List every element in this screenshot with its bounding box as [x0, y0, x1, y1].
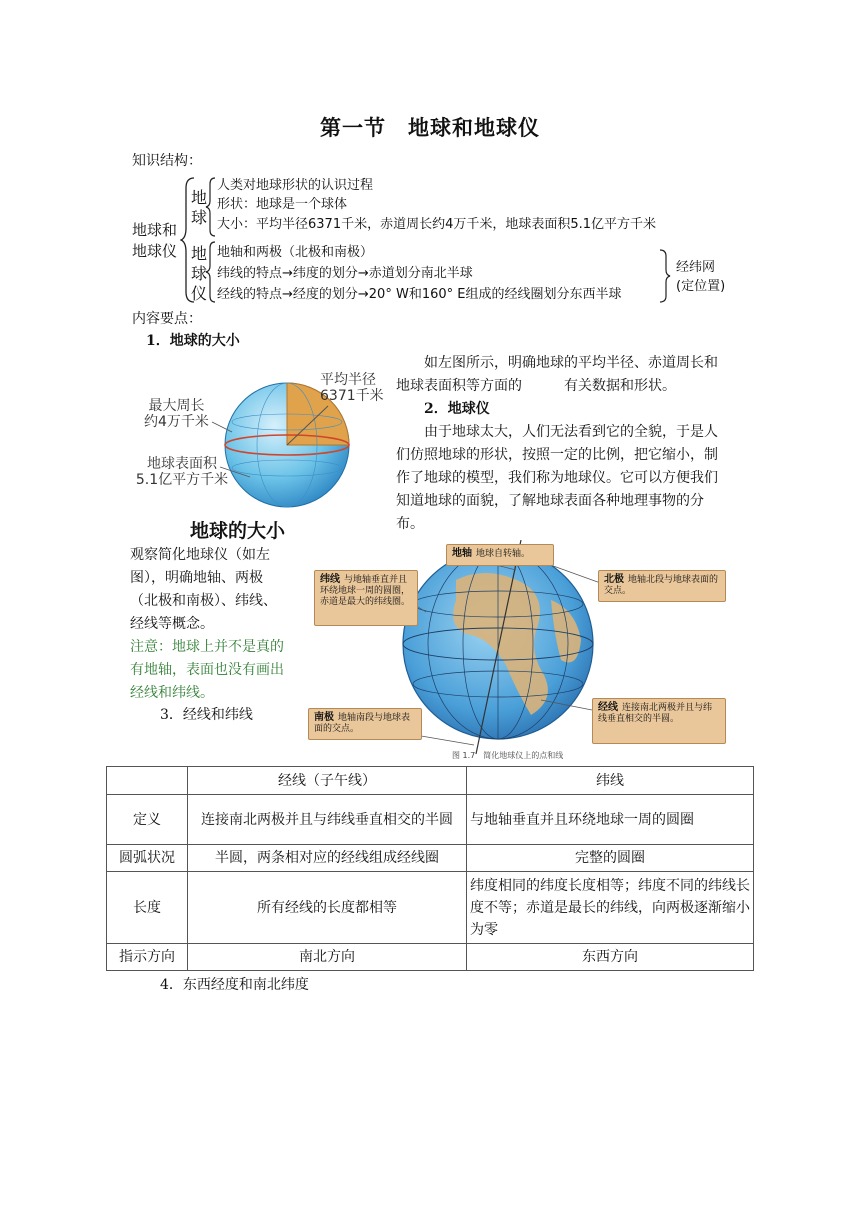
table-cell: 半圆，两条相对应的经线组成经线圈	[188, 845, 467, 872]
table-cell: 与地轴垂直并且环绕地球一周的圆圈	[467, 795, 754, 845]
section2-heading: 2．地球仪	[424, 401, 490, 417]
branch1-item: 大小：平均半径6371千米，赤道周长约4万千米，地球表面积5.1亿平方千米	[217, 217, 657, 232]
earth-size-figure	[130, 362, 390, 546]
latitude-callout: 纬线 与地轴垂直并且环绕地球一周的圆圈，赤道是最大的纬线圈。	[314, 570, 418, 626]
title-section-number: 第一节	[320, 115, 386, 140]
table-header: 纬线	[467, 767, 754, 795]
figure2-caption: 图 1.7 简化地球仪上的点和线	[452, 751, 564, 760]
table-cell: 东西方向	[467, 944, 754, 971]
structure-label: 知识结构：	[132, 153, 202, 169]
table-row	[107, 795, 754, 845]
table-cell: 南北方向	[188, 944, 467, 971]
area-label: 地球表面积 5.1亿平方千米	[135, 456, 229, 488]
table-cell: 长度	[107, 872, 188, 944]
south-pole-callout: 南极 地轴南段与地球表面的交点。	[308, 708, 422, 740]
page-title	[0, 112, 860, 142]
title-text: 地球和地球仪	[408, 115, 540, 140]
north-pole-callout: 北极 地轴北段与地球表面的交点。	[598, 570, 726, 602]
observe-text: 观察简化地球仪（如左图），明确地轴、两极（北极和南极）、纬线、经线等概念。	[130, 547, 277, 632]
branch2-item: 地轴和两极（北极和南极）	[217, 245, 374, 260]
table-row	[107, 845, 754, 872]
key-points-label: 内容要点：	[132, 311, 202, 327]
branch2-brace	[205, 240, 217, 304]
side-brace	[658, 248, 672, 304]
table-cell: 指示方向	[107, 944, 188, 971]
table-cell: 连接南北两极并且与纬线垂直相交的半圆	[188, 795, 467, 845]
table-row	[107, 872, 754, 944]
circumference-label: 最大周长 约4万千米	[144, 398, 209, 430]
radius-label: 平均半径 6371千米	[320, 372, 384, 404]
section4-heading: 4．东西经度和南北纬度	[160, 977, 309, 993]
table-header: 经线（子午线）	[188, 767, 467, 795]
section1-heading: 1．地球的大小	[146, 333, 240, 349]
table-cell: 定义	[107, 795, 188, 845]
branch1-item: 形状：地球是一个球体	[217, 197, 348, 212]
branch1-item: 人类对地球形状的认识过程	[217, 178, 374, 193]
branch2-label: 地 球 仪	[190, 244, 207, 303]
table-header	[107, 767, 188, 795]
branch2-item: 经线的特点→经度的划分→20° W和160° E组成的经线圈划分东西半球	[217, 287, 622, 302]
branch2-item: 纬线的特点→纬度的划分→赤道划分南北半球	[217, 266, 473, 281]
axis-callout: 地轴 地球自转轴。	[446, 544, 554, 566]
comparison-table	[106, 766, 754, 971]
section3-heading: 3．经线和纬线	[160, 707, 253, 723]
section1-paragraph: 如左图所示，明确地球的平均半径、赤道周长和地球表面积等方面的 有关数据和形状。	[396, 355, 718, 394]
note-text: 注意：地球上并不是真的有地轴，表面也没有画出经线和纬线。	[130, 639, 284, 701]
side-note: 经纬网 (定位置)	[676, 260, 726, 294]
branch1-label: 地 球	[190, 188, 207, 227]
structure-root: 地球和地球仪	[132, 221, 178, 260]
table-cell: 圆弧状况	[107, 845, 188, 872]
table-cell: 纬度相同的纬度长度相等；纬度不同的纬线长度不等；赤道是最长的纬线，向两极逐渐缩小为零	[467, 872, 754, 944]
table-row	[107, 944, 754, 971]
table-cell: 所有经线的长度都相等	[188, 872, 467, 944]
section2-paragraph: 由于地球太大，人们无法看到它的全貌，于是人们仿照地球的形状，按照一定的比例，把它缩小，制作了地球的模型，我们称为地球仪。它可以方便我们知道地球的面貌，了解地球表面各种地理事物的分布。	[396, 424, 718, 532]
longitude-callout: 经线 连接南北两极并且与纬线垂直相交的半圆。	[592, 698, 726, 744]
branch1-brace	[205, 176, 217, 238]
table-cell: 完整的圆圈	[467, 845, 754, 872]
figure1-caption: 地球的大小	[190, 520, 286, 542]
globe-figure	[306, 540, 734, 764]
table-header-row	[107, 767, 754, 795]
